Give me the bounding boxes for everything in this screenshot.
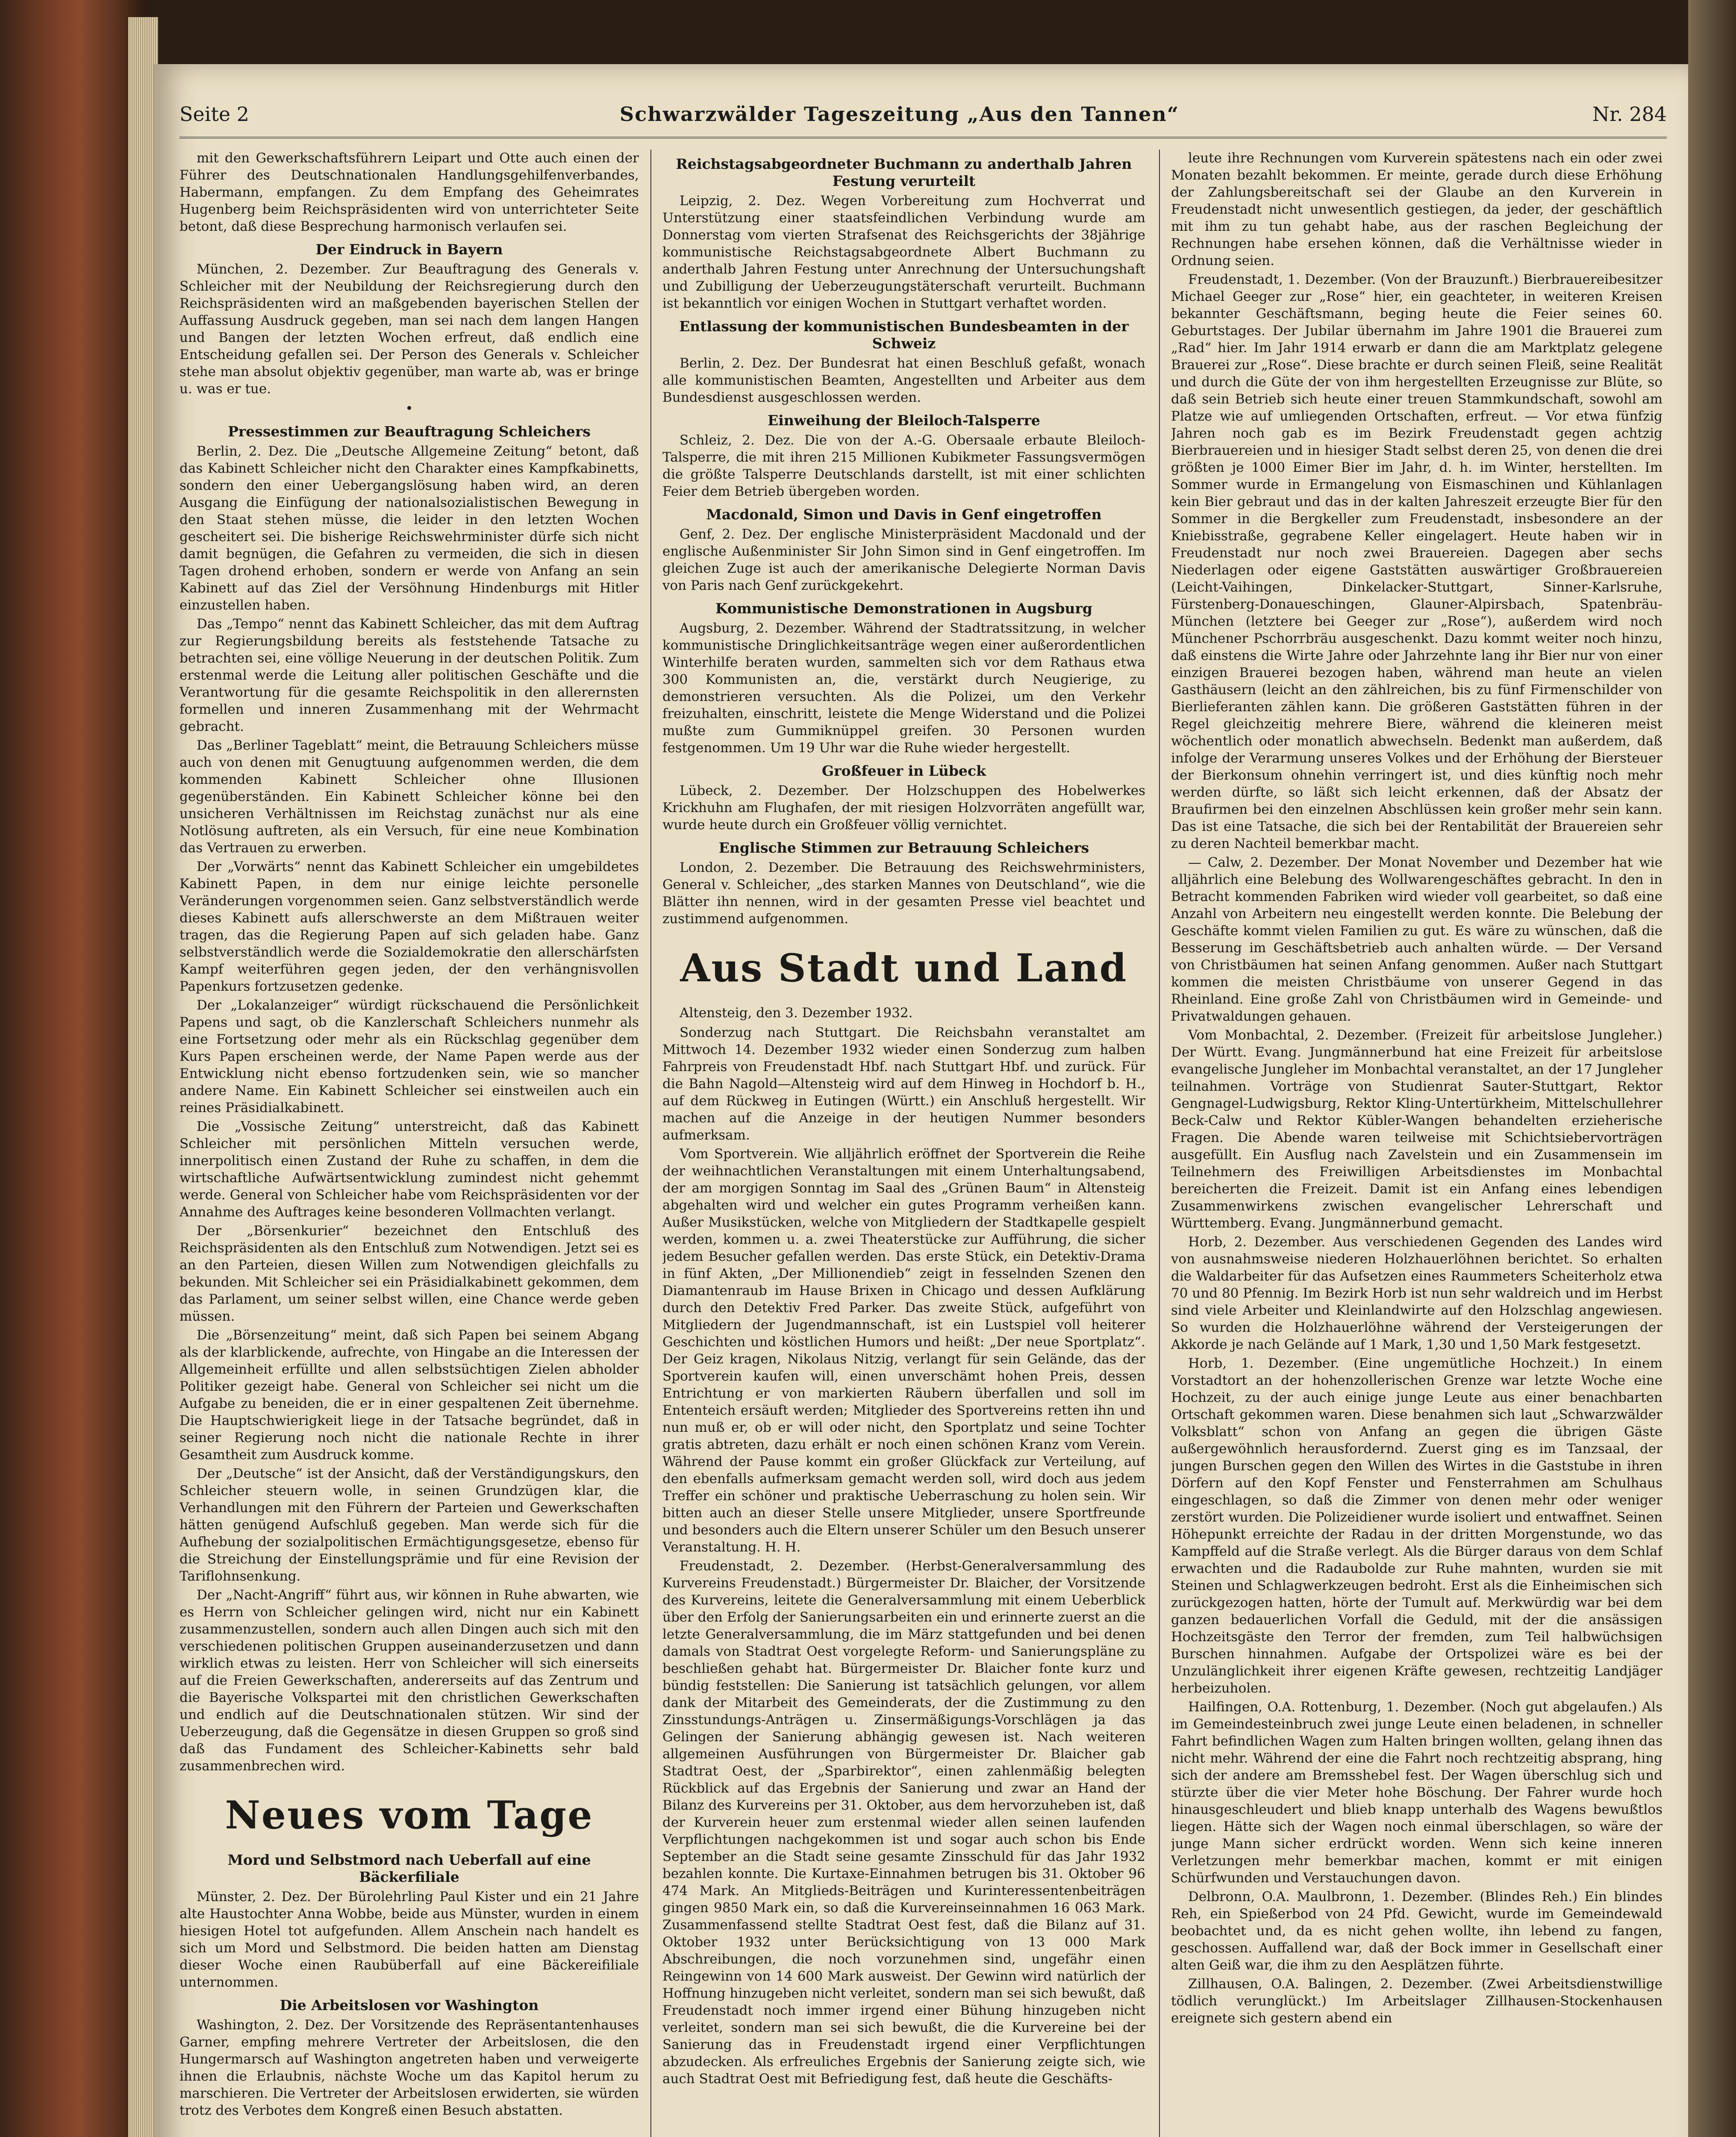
headline: Reichstagsabgeordneter Buchmann zu anderthalb Jahren Festung verurteilt — [676, 156, 1132, 189]
article-paragraph: leute ihre Rechnungen vom Kurverein spätestens nach ein oder zwei Monaten bezahlt bekommen. Er meinte, gerade durch diese Erhöhung der Zahlungsbereitschaft sei der Glaube an den Kurverein in Freudenstadt nicht unwesentlich gestiegen, da jeder, der geschäftlich mit ihm zu tun gehabt habe, aus der raschen Begleichung der Rechnungen habe ersehen können, daß die Verhältnisse wieder in Ordnung seien. — [1171, 150, 1662, 268]
article-paragraph: — Calw, 2. Dezember. Der Monat November und Dezember hat wie alljährlich eine Belebung des Wollwarengeschäftes gebracht. In den in Betracht kommenden Fabriken wird wieder voll gearbeitet, so daß eine Anzahl von Arbeitern neu eingestellt werden konnte. Die Belebung der Geschäfte kommt vielen Familien zu gut. Es wäre zu wünschen, daß die Besserung im Geschäftsbetrieb auch anhalten würde. — Der Versand von Christbäumen hat seinen Anfang genommen. Außer nach Stuttgart kommen die meisten Christbäume von unserer Gegend in das Rheinland. Eine große Zahl von Christbäumen wird in Gemeinde- und Privatwaldungen gehauen. — [1171, 855, 1662, 1024]
column-rule-2 — [1159, 150, 1160, 2137]
book-binding-left — [0, 0, 145, 2137]
article-paragraph: Freudenstadt, 1. Dezember. (Von der Brauzunft.) Bierbrauereibesitzer Michael Geeger zur „Rose“ hier, ein geachteter, in weiteren Kreisen bekannter Geschäftsmann, beging heute die Feier seines 60. Geburtstages. Der Jubilar übernahm im Jahre 1901 die Brauerei zum „Rad“ hier. Im Jahr 1914 erwarb er dann die am Marktplatz gelegene Brauerei zur „Rose“. Diese brachte er durch seinen Fleiß, seine Realität und durch die Güte der von ihm hergestellten Erzeugnisse zur Blüte, so daß sein Betrieb sich heute einer treuen Stammkundschaft, sowohl am Platze wie auf umliegenden Ortschaften, erfreut. — Vor etwa fünfzig Jahren noch gab es im Bezirk Freudenstadt gegen achtzig Bierbrauereien und in hiesiger Stadt selbst deren 25, von denen die drei größten je 1000 Eimer Bier im Jahr, d. h. im Winter, herstellten. Im Sommer wurde in Ermangelung von Eismaschinen und Kühlanlagen kein Bier gebraut und das in der kalten Jahreszeit erzeugte Bier für den Sommer in die Bergkeller zum Freudenstadt, insbesondere an der Kniebisstraße, gegrabene Keller eingelagert. Heute haben wir in Freudenstadt nur noch zwei Brauereien. Dagegen aber sechs Niederlagen oder eigene Gaststätten auswärtiger Großbrauereien (Leicht-Vaihingen, Dinkelacker-Stuttgart, Sinner-Karlsruhe, Fürstenberg-Donaueschingen, Glauner-Alpirsbach, Spatenbräu-München (letztere bei Geeger zur „Rose“), außerdem wird noch Münchener Pschorrbräu ausgeschenkt. Dazu kommt weiter noch hinzu, daß einstens die Wirte Jahre oder Jahrzehnte lang ihr Bier nur von einer einzigen Brauerei bezogen haben, während man heute an vielen Gasthäusern (leicht an den zählreichen, bis zu fünf Firmenschilder von Bierlieferanten zählen kann. Die größeren Gaststätten führen in der Regel gleichzeitig mehrere Biere, während die kleineren meist wöchentlich oder monatlich abwechseln. Bedenkt man außerdem, daß infolge der Verarmung unseres Volkes und der Erhöhung der Biersteuer der Bierkonsum ohnehin verringert ist, und dies künftig noch mehr werden dürfte, so läßt sich leicht erkennen, daß der Absatz der Braufirmen bei den einzelnen Abschlüssen kein großer mehr sein kann. Das ist eine Tatsache, die sich bei der Rentabilität der Brauereien sehr zu deren Nachteil bemerkbar macht. — [1171, 272, 1662, 851]
article-paragraph: Hailfingen, O.A. Rottenburg, 1. Dezember. (Noch gut abgelaufen.) Als im Gemeindesteinbruch zwei junge Leute einen beladenen, in schneller Fahrt befindlichen Wagen zum Halten bringen wollten, gelang ihnen das nicht mehr. Während der eine die Fahrt noch rechtzeitig absprang, hing sich der andere am Bremsshebel fest. Der Wagen überschlug sich und stürzte über die vier Meter hohe Böschung. Der Fahrer wurde hoch hinausgeschleudert und blieb knapp unterhalb des Wagens bewußtlos liegen. Hätte sich der Wagen noch einmal überschlagen, so wäre der junge Mann sicher erdrückt worden. Wenn sich keine inneren Verletzungen mehr bemerkbar machen, kommt er mit einigen Schürfwunden und Verstauchungen davon. — [1171, 1699, 1662, 1886]
article-paragraph: London, 2. Dezember. Die Betrauung des Reichswehrministers, General v. Schleicher, „des starken Mannes von Deutschland“, wie die Blätter ihn nennen, wird in der gesamten Presse viel beachtet und zustimmend aufgenommen. — [662, 860, 1145, 927]
headline: Einweihung der Bleiloch-Talsperre — [768, 412, 1040, 429]
article-paragraph: Delbronn, O.A. Maulbronn, 1. Dezember. (Blindes Reh.) Ein blindes Reh, ein Spießerbod von 24 Pfd. Gewicht, wurde im Gemeindewald beobachtet und, da es nicht gehen wollte, ihn lebend zu fangen, geschossen. Auffallend war, daß der Bock immer in Gesellschaft einer alten Geiß war, die ihm zu den Aesplätzen führte. — [1171, 1889, 1662, 1973]
article-paragraph: Der „Vorwärts“ nennt das Kabinett Schleicher ein umgebildetes Kabinett Papen, in dem nur einige leichte personelle Veränderungen vorgenommen seien. Ganz selbstverständlich werde dieses Kabinett aufs allerschwerste an dem Mißtrauen weiter tragen, das die Regierung Papen auf sich geladen habe. Ganz selbstverständlich werde die Sozialdemokratie den allerschärfsten Kampf weiterführen gegen jeden, der den verhängnisvollen Papenkurs fortzusetzen gedenke. — [179, 859, 639, 994]
headline: Mord und Selbstmord nach Ueberfall auf eine Bäckerfiliale — [227, 1851, 591, 1885]
article-paragraph: Genf, 2. Dez. Der englische Ministerpräsident Macdonald und der englische Außenminister Sir John Simon sind in Genf eingetroffen. Im gleichen Zuge ist auch der amerikanische Delegierte Norman Davis von Paris nach Genf zurückgekehrt. — [662, 527, 1145, 593]
column-3 — [1171, 150, 1662, 2137]
column-2 — [662, 150, 1145, 2137]
section-heading: Neues vom Tage — [225, 1793, 594, 1838]
article-paragraph: Das „Berliner Tageblatt“ meint, die Betrauung Schleichers müsse auch von denen mit Genugtuung aufgenommen werden, die dem kommenden Kabinett Schleicher ohne Illusionen gegenüberständen. Ein Kabinett Schleicher könne bei den unsicheren Verhältnissen im Reichstag zunächst nur als eine Notlösung auftreten, als ein Versuch, für eine neue Kombination das Vertrauen zu erwerben. — [179, 738, 639, 856]
article-paragraph: Die „Vossische Zeitung“ unterstreicht, daß das Kabinett Schleicher mit persönlichen Mitteln versuchen werde, innerpolitisch einen Zustand der Ruhe zu schaffen, in dem die wirtschaftliche Aufwärtsentwicklung zumindest nicht gehemmt werde. General von Schleicher habe vom Reichspräsidenten vor der Annahme des Auftrages keine besonderen Vollmachten verlangt. — [179, 1119, 639, 1220]
article-paragraph: Der „Börsenkurier“ bezeichnet den Entschluß des Reichspräsidenten als den Entschluß zum Notwendigen. Jetzt sei es an den Parteien, diesen Willen zum Notwendigen gleichfalls zu bekunden. Mit Schleicher sei ein Präsidialkabinett gekommen, dem das Parlament, um seiner selbst willen, eine Chance werde geben müssen. — [179, 1223, 639, 1324]
dateline: Altensteig, den 3. Dezember 1932. — [680, 1005, 913, 1021]
headline: Pressestimmen zur Beauftragung Schleichers — [228, 423, 591, 440]
article-paragraph: Der „Nacht-Angriff“ führt aus, wir können in Ruhe abwarten, wie es Herrn von Schleicher gelingen wird, nicht nur ein Kabinett zusammenzustellen, sondern auch allen Dingen auch sich mit den verschiedenen politischen Gruppen auseinanderzusetzen und dann wirklich etwas zu leisten. Herr von Schleicher will sich einerseits auf die Freien Gewerkschaften, andererseits auf das Zentrum und die Bayerische Volkspartei mit den christlichen Gewerkschaften und endlich auf die Deutschnationalen stützen. Wir sind der Ueberzeugung, daß die Gegensätze in diesen Gruppen so groß sind daß das Fundament des Schleicher-Kabinetts sehr bald zusammenbrechen wird. — [179, 1587, 639, 1774]
article-paragraph: Freudenstadt, 2. Dezember. (Herbst-Generalversammlung des Kurvereins Freudenstadt.) Bürgermeister Dr. Blaicher, der Vorsitzende des Kurvereins, leitete die Generalversammlung mit einem Ueberblick über den Erfolg der Sanierungsarbeiten ein und erinnerte zuerst an die letzte Generalversammlung, die im März stattgefunden und bei denen damals von Stadtrat Oest vorgelegte Reform- und Sanierungspläne zu beschließen gehabt hat. Bürgermeister Dr. Blaicher fonte kurz und bündig feststellen: Die Sanierung ist tatsächlich gelungen, vor allem dank der Mitarbeit des Gemeinderats, der die Zustimmung zu den Zinsstundungs-Anträgen u. Zinsermäßigungs-Vorschlägen ja das Gelingen der Sanierung abhängig gewesen ist. Nach weiteren allgemeinen Ausführungen von Bürgermeister Dr. Blaicher gab Stadtrat Oest, der „Sparbirektor“, einen zahlenmäßig belegten Rückblick auf das Ergebnis der Sanierung und zwar an Hand der Bilanz des Kurvereins per 31. Oktober, aus dem hervorzuheben ist, daß der Kurverein heuer zum erstenmal wieder allen seinen laufenden Verpflichtungen nachgekommen ist und sogar auch schon bis Ende September an die Stadt seine gesamte Zinsschuld für das Jahr 1932 bezahlen konnte. Die Kurtaxe-Einnahmen betrugen bis 31. Oktober 96 474 Mark. An Mitglieds-Beiträgen und Kurinteressentenbeiträgen gingen 9850 Mark ein, so daß die Kurvereinseinnahmen 16 063 Mark. Zusammenfassend stellte Stadtrat Oest fest, daß die Bilanz auf 31. Oktober 1932 unter Berücksichtigung von 13 000 Mark Abschreibungen, die noch vorzunehmen sind, ungefähr einen Reingewinn von 14 600 Mark ausweist. Der Gewinn wird natürlich der Hoffnung hinzugeben nicht verleitet, sondern man sei sich bewußt, daß Freudenstadt noch immer irgend einer Bühung hinzugeben nicht verleitet, sondern man sei sich bewußt, die die Kurvereine bei der Sanierung das in Freudenstadt irgend einer Verpflichtungen abzudecken. Als erfreuliches Ergebnis der Sanierung zeigte sich, wie auch Stadtrat Oest mit Befriedigung fest, daß heute die Geschäfts- — [662, 1558, 1145, 2087]
headline: Der Eindruck in Bayern — [315, 241, 503, 258]
column-rule-1 — [650, 150, 651, 2137]
article-paragraph: Schleiz, 2. Dez. Die von der A.-G. Obersaale erbaute Bleiloch-Talsperre, die mit ihren 215 Millionen Kubikmeter Fassungsvermögen die größte Talsperre Deutschlands darstellt, ist mit einer schlichten Feier dem Betrieb übergeben worden. — [662, 433, 1145, 499]
page-number: Seite 2 — [179, 103, 250, 126]
article-paragraph: Washington, 2. Dez. Der Vorsitzende des Repräsentantenhauses Garner, empfing mehrere Vertreter der Arbeitslosen, die den Hungermarsch auf Washington angetreten haben und verweigerte ihnen die Erlaubnis, nächste Woche um das Kapitol herum zu marschieren. Die Vertreter der Arbeitslosen erwiderten, sie würden trotz des Verbotes dem Kongreß einen Besuch abstatten. — [179, 2017, 639, 2118]
headline: Macdonald, Simon und Davis in Genf eingetroffen — [706, 506, 1102, 523]
article-paragraph: Das „Tempo“ nennt das Kabinett Schleicher, das mit dem Auftrag zur Regierungsbildung bereits als feststehende Tatsache zu betrachten sei, eine völlige Neuerung in der deutschen Politik. Zum erstenmal werde die Leitung aller politischen Geschäfte und die Verantwortung für die gesamte Reichspolitik in den allerernsten formellen und inneren Zusammenhang mit der Wehrmacht gebracht. — [179, 616, 639, 734]
article-paragraph: Der „Deutsche“ ist der Ansicht, daß der Verständigungskurs, den Schleicher steuern wolle, in seinen Grundzügen klar, die Verhandlungen mit den Führern der Parteien und Gewerkschaften hätten genügend Aufschluß gegeben. Man werde sich für die Aufhebung der sozialpolitischen Ermächtigungsgesetze, ebenso für die Streichung der Einstellungsprämie und für eine Revision der Tariflohnsenkung. — [179, 1466, 639, 1584]
headline: Englische Stimmen zur Betrauung Schleichers — [718, 839, 1089, 856]
newspaper-page — [154, 64, 1688, 2137]
article-paragraph: Horb, 2. Dezember. Aus verschiedenen Gegenden des Landes wird von ausnahmsweise niederen Holzhauerlöhnen berichtet. So erhalten die Waldarbeiter für das Aufsetzen eines Raummeters Scheiterholz etwa 70 und 80 Pfennig. Im Bezirk Horb ist nun sehr waldreich und im Herbst sind viele Arbeiter und Kleinlandwirte auf den Holzschlag angewiesen. So wurden die Holzhauerlöhne während der Versteigerungen der Akkorde je nach Gelände auf 1 Mark, 1,30 und 1,50 Mark festgesetzt. — [1171, 1234, 1662, 1352]
article-paragraph: Berlin, 2. Dez. Der Bundesrat hat einen Beschluß gefaßt, wonach alle kommunistischen Beamten, Angestellten und Arbeiter aus dem Bundesdienst ausgeschlossen werden. — [662, 356, 1145, 405]
headline: Kommunistische Demonstrationen in Augsburg — [715, 600, 1092, 617]
headline: Großfeuer in Lübeck — [822, 762, 986, 779]
article-paragraph: München, 2. Dezember. Zur Beauftragung des Generals v. Schleicher mit der Neubildung der Reichsregierung durch den Reichspräsidenten wird an maßgebenden bayerischen Stellen der Auffassung Ausdruck gegeben, man sei nach dem langen Hangen und Bangen der letzten Wochen erfreut, daß endlich eine Entscheidung gefallen sei. Der Person des Generals v. Schleicher stehe man absolut objektiv gegenüber, man warte ab, was er bringe u. was er tue. — [179, 262, 639, 397]
article-paragraph: Der „Lokalanzeiger“ würdigt rückschauend die Persönlichkeit Papens und sagt, ob die Kanzlerschaft Schleichers nunmehr als eine Fortsetzung oder mehr als ein Rückschlag gegenüber dem Kurs Papen erscheinen werde, der Name Papen werde aus der Entwicklung nicht ebenso fortzudenken sein, wie so mancher andere Name. Ein Kabinett Schleicher sei einstweilen auch ein reines Präsidialkabinett. — [179, 998, 639, 1116]
article-paragraph: Augsburg, 2. Dezember. Während der Stadtratssitzung, in welcher kommunistische Dringlichkeitsanträge wegen einer außerordentlichen Winterhilfe beraten wurden, sammelten sich vor dem Rathaus etwa 300 Kommunisten an, die, verstärkt durch Neugierige, zu demonstrieren versuchten. Als die Polizei, um den Verkehr freizuhalten, einschritt, leistete die Menge Widerstand und die Polizei mußte zum Gummiknüppel greifen. 30 Personen wurden festgenommen. Um 19 Uhr war die Ruhe wieder hergestellt. — [662, 621, 1145, 756]
article-paragraph: Lübeck, 2. Dezember. Der Holzschuppen des Hobelwerkes Krickhuhn am Flughafen, der mit riesigen Holzvorräten angefüllt war, wurde heute durch ein Großfeuer völlig vernichtet. — [662, 783, 1145, 833]
column-1 — [179, 150, 639, 2137]
masthead — [179, 98, 1667, 138]
headline: Entlassung der kommunistischen Bundesbeamten in der Schweiz — [679, 318, 1129, 352]
issue-number: Nr. 284 — [1592, 103, 1667, 126]
article-paragraph: Sonderzug nach Stuttgart. Die Reichsbahn veranstaltet am Mittwoch 14. Dezember 1932 wieder einen Sonderzug zum halben Fahrpreis von Freudenstadt Hbf. nach Stuttgart Hbf. und zurück. Für die Bahn Nagold—Altensteig wird auf dem Hinweg in Hochdorf b. H., auf dem Rückweg in Eutingen (Württ.) ein Anschluß hergestellt. Wir machen auf die Anzeige in der heutigen Nummer besonders aufmerksam. — [662, 1025, 1145, 1143]
article-paragraph: Horb, 1. Dezember. (Eine ungemütliche Hochzeit.) In einem Vorstadtort an der hohenzollerischen Grenze war letzte Woche eine Hochzeit, zu der auch einige junge Leute aus einer benachbarten Ortschaft gekommen waren. Diese benahmen sich laut „Schwarzwälder Volksblatt“ schon von Anfang an gegen die übrigen Gäste außergewöhnlich herausfordernd. Zuerst ging es im Tanzsaal, der jungen Burschen gegen den Willen des Wirtes in die Gaststube in ihren Dörfern auf den Kopf Fenster und Fensterrahmen am Schulhaus eingeschlagen, so daß die Zimmer von denen mehr oder weniger zerstört wurden. Die Polizeidiener wurde isoliert und entwaffnet. Seinen Höhepunkt erreichte der Radau in der dritten Morgenstunde, wo das Kampffeld auf die Straße verlegt. Als die Bürger daraus von dem Schlaf erwachten und die Radaubolde zur Ruhe mahnten, wurden sie mit Steinen und Schlagwerkzeugen bedroht. Erst als die Einheimischen sich zurückgezogen hatten, hörte der Tumult auf. Merkwürdig war bei dem ganzen bedauerlichen Vorfall die Geduld, mit der die ansässigen Hochzeitsgäste den Terror der fremden, zum Teil halbwüchsigen Burschen hinnahmen. Aufgabe der Ortspolizei wäre es bei der Unzulänglichkeit ihrer eigenen Kräfte gewesen, rechtzeitig Landjäger herbeizuholen. — [1171, 1356, 1662, 1696]
separator-mark: • — [405, 401, 413, 416]
article-paragraph: Münster, 2. Dez. Der Bürolehrling Paul Kister und ein 21 Jahre alte Haustochter Anna Wobbe, beide aus Münster, wurden in einem hiesigen Hotel tot aufgefunden. Allem Anschein nach handelt es sich um Mord und Selbstmord. Die beiden hatten am Dienstag dieser Woche einen Raubüberfall auf eine Bäckereifiliale unternommen. — [179, 1889, 639, 1990]
headline: Die Arbeitslosen vor Washington — [280, 1997, 539, 2013]
article-paragraph: Vom Sportverein. Wie alljährlich eröffnet der Sportverein die Reihe der weihnachtlichen Veranstaltungen mit einem Unterhaltungsabend, der am morgigen Sonntag im Saal des „Grünen Baum“ in Altensteig abgehalten wird und welcher ein gutes Programm verheißen kann. Außer Musikstücken, welche von Mitgliedern der Stadtkapelle gespielt werden, kommen u. a. zwei Theaterstücke zur Aufführung, die sicher jedem Besucher gefallen werden. Das erste Stück, ein Detektiv-Drama in fünf Akten, „Der Millionendieb“ zeigt in fesselnden Szenen den Diamantenraub im Hause Brixen in Chicago und dessen Aufklärung durch den Detektiv Fred Parker. Das zweite Stück, aufgeführt von Mitgliedern der Jugendmannschaft, ist ein Lustspiel voll heiterer Geschichten und köstlichen Humors und heißt: „Der neue Sportplatz“. Der Geiz kragen, Nikolaus Nitzig, verlangt für sein Gelände, das der Sportverein kaufen will, einen unverschämt hohen Preis, dessen Entrichtung er von markierten Räubern überfallen und soll im Ententeich ersäuft werden; Mitglieder des Sportvereins retten ihn und nun muß er, ob er will oder nicht, den Sportplatz und seine Tochter gratis abtreten, dazu erhält er noch einen schönen Kranz vom Verein. Während der Pause kommt ein großer Glückfack zur Verteilung, auf den ebenfalls aufmerksam gemacht werden soll, wird doch aus jedem Treffer ein schöner und praktische Ueberraschung zu holen sein. Wir bitten auch an dieser Stelle unsere Mitglieder, unsere Sportfreunde und besonders auch die Eltern unserer Schüler um den Besuch unserer Veranstaltung. H. H. — [662, 1146, 1145, 1555]
article-paragraph: mit den Gewerkschaftsführern Leipart und Otte auch einen der Führer des Deutschnationalen Handlungsgehilfenverbandes, Habermann, empfangen. Zu dem Empfang des Geheimrates Hugenberg beim Reichspräsidenten wird von unterrichteter Seite betont, daß diese Besprechung harmonisch verlaufen sei. — [179, 150, 639, 234]
section-heading: Aus Stadt und Land — [680, 945, 1128, 991]
book-binding-right — [1688, 0, 1736, 2137]
article-paragraph: Zillhausen, O.A. Balingen, 2. Dezember. (Zwei Arbeitsdienstwillige tödlich verunglückt.) Im Arbeitslager Zillhausen-Stockenhausen ereignete sich gestern abend ein — [1171, 1976, 1662, 2026]
newspaper-title: Schwarzwälder Tageszeitung „Aus den Tannen“ — [620, 103, 1180, 126]
article-paragraph: Vom Monbachtal, 2. Dezember. (Freizeit für arbeitslose Jungleher.) Der Württ. Evang. Jungmännerbund hat eine Freizeit für arbeitslose evangelische Jungleher im Monbachtal veranstaltet, an der 17 Jungleher teilnahmen. Vorträge von Studienrat Sauter-Stuttgart, Rektor Gengnagel-Ludwigsburg, Rektor Kling-Untertürkheim, Mittelschullehrer Beck-Calw und Rektor Kübler-Wangen behandelten erzieherische Fragen. Die Abende waren teilweise mit Schichtsiebervorträgen ausgefüllt. Ein Ausflug nach Zavelstein und ein Zusammensein im Teilnehmern des Freiwilligen Arbeitsdienstes im Monbachtal bereicherten die Freizeit. Damit ist ein Anfang eines lebendigen Zusammenwirkens zwischen evangelischer Lehrerschaft und Württemberg. Evang. Jungmännerbund gemacht. — [1171, 1027, 1662, 1231]
article-paragraph: Die „Börsenzeitung“ meint, daß sich Papen bei seinem Abgang als der klarblickende, aufrechte, von Hingabe an die Interessen der Allgemeinheit erfüllte und allen selbstsüchtigen Zielen abholder Politiker gezeigt habe. General von Schleicher sei nicht um die Aufgabe zu beneiden, die er in einer gespaltenen Zeit übernehme. Die Hauptschwierigkeit liege in der Tatsache begründet, daß in seiner Regierung noch nicht die nationale Rechte in ihrer Gesamtheit zum Ausdruck komme. — [179, 1328, 639, 1463]
article-paragraph: Berlin, 2. Dez. Die „Deutsche Allgemeine Zeitung“ betont, daß das Kabinett Schleicher nicht den Charakter eines Kampfkabinetts, sondern den einer Uebergangslösung haben wird, an deren Ausgang die Einfügung der nationalsozialistischen Bewegung in den Staat stehen müsse, die leider in den letzten Wochen gescheitert sei. Die bisherige Reichswehrminister dürfe sich nicht damit begnügen, die Gefahren zu vermeiden, die sich in diesen Tagen drohend erhoben, sondern er werde von Anfang an sein Kabinett auf das Ziel der Versöhnung Hindenburgs mit Hitler einzustellen haben. — [179, 444, 639, 613]
article-paragraph: Leipzig, 2. Dez. Wegen Vorbereitung zum Hochverrat und Unterstützung einer staatsfeindlichen Verbindung wurde am Donnerstag vom vierten Strafsenat des Reichsgerichts der 38jährige kommunistische Reichstagsabgeordnete Albert Buchmann zu anderthalb Jahren Festung unter Anrechnung der Untersuchungshaft und Zubilligung der Ueberzeugungstäterschaft verurteilt. Buchmann ist bekanntlich vor einigen Wochen in Stuttgart verhaftet worden. — [662, 193, 1145, 311]
